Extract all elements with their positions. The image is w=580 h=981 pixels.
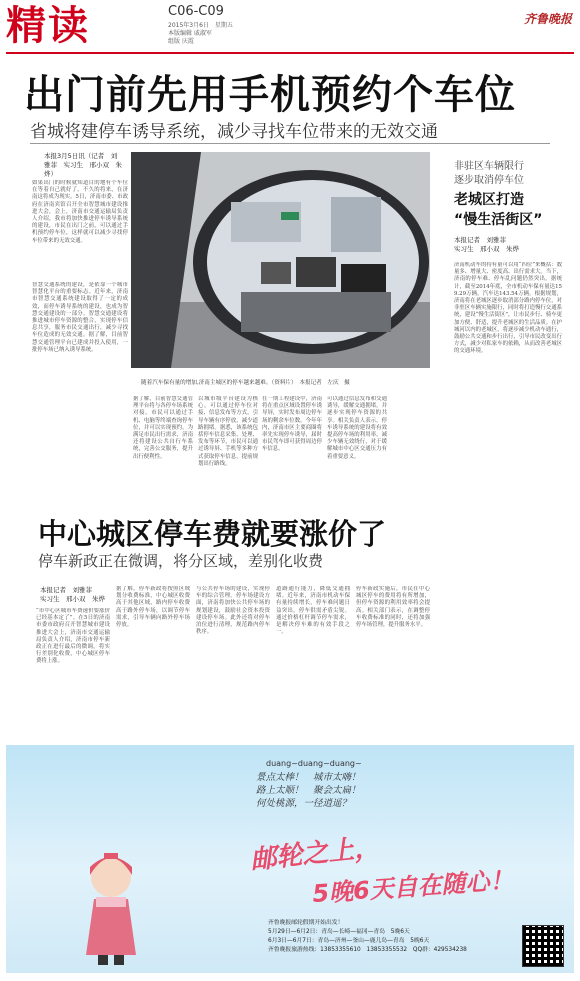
ad-poem [256,771,361,810]
car-mirror-photo [131,152,430,368]
story1-byline-line: 雅菲 实习生 邢小双 朱 [44,161,122,169]
sidebar-headline-line: “慢生活街区” [454,212,543,228]
ad-slogan-line2: 5晚6天自在随心！ [311,866,515,908]
story1-lead: 如果出门的时候就知道目的地有个车位在等着自己就好了。不久的将来，在济南这将成为现实。5日，济南市委、市政府在济南宾馆召开全市智慧城市建设推进大会，会上，济南市交通运输局负责人介绍，我市将加快推进停车诱导系统的建设，市民在出门之前，可以通过手机预约停车位，这样就可以减少寻找停车位带来的无效交通。 [32,180,128,244]
story1-column-a: 智慧交通系统的建设，是依靠一个城市智慧化平台的重要标志。近年来，济南市智慧交通系统建设取得了一定的成效，而停车诱导系统的建设，也成为智慧交通建设的一部分。智慧交通建设将推进城市停车资源的整合，实现停车信息共享，服务市民交通出行，减少寻找车位造成的无效交通。据了解，目前智慧交通管理平台已建成并投入使用，一批停车场已纳入诱导系统。 [32,282,128,353]
sidebar-byline [454,236,564,254]
ad-poem-line: 景点太棒！ 城市太嗨！ [256,772,361,783]
ad-info-line: 齐鲁晚报旅游热线：13853355610 13853355532 QQ群：429534238 [268,947,467,953]
issue-date: 2015年3月6日 星期五 [168,22,233,29]
story1-byline-line: 本报3月5日讯（记者 刘 [44,152,118,160]
story2-byline-line: 本报记者 刘雅菲 [40,586,92,594]
sidebar-headline [454,190,542,230]
issue-layout: 组版 庆霞 [168,38,194,45]
story2-subhead: 停车新政正在微调，将分区域，差别化收费 [38,552,324,570]
ad-info [268,919,467,955]
ad-poem-line: 路上太顺！ 聚会太扁！ [256,785,361,796]
ad-poem-line: 何处桃源，一径逍遥？ [256,798,352,809]
sidebar-headline-line: 老城区打造 [454,192,524,208]
ad-slogan-line1: 邮轮之上， [249,832,382,876]
ad-heading: duang~duang~duang~ [266,759,362,768]
sidebar-kicker-line: 非驻区车辆限行 [454,161,524,172]
header-divider [6,52,574,54]
ad-info-line: 6月3日—6月7日：青岛—济州—釜山—鹿儿岛—青岛 5晚6天 [268,938,430,944]
photo-caption: 随着汽车保有量的增加,济南主城区的停车越来越难。（资料片） 本报记者 左庆 摄 [141,380,350,386]
story1-divider [30,143,550,144]
issue-meta [168,22,233,46]
story2-column-b: 据了解，停车新政将按照区域划分收费标准，中心城区收费高于其他区域，路内停车收费高于路外停车场，以调节停车需求，引导车辆向路外停车场停放。 [116,586,190,629]
story2-column-d: 道路通行能力，降低交通拥堵。近年来，济南市机动车保有量持续增长，停车难问题日益突出，停车供需矛盾尖锐。通过价格杠杆调节停车需求，是解决停车难的有效手段之一。 [276,586,350,636]
girl-illustration [76,847,146,967]
story1-subhead: 省城将建停车诱导系统，减少寻找车位带来的无效交通 [30,122,438,142]
sidebar-kicker-line: 逐步取消停车位 [454,175,524,186]
story2-column-e: 停车新政实施后，市民在中心城区停车的费用将有所增加，但停车资源的利用效率将会提高。相关部门表示，在调整停车收费标准的同时，还将加强停车场管理，提升服务水平。 [356,586,430,629]
story1-column-c: 以城市级平台建设为核心，可以通过停车位对接、信息发布等方式，引导车辆有序停放，减少道路拥堵。据悉，该系统包括停车信息采集、处理、发布等环节，市民可以通过诱导屏、手机等多种方式获取停车信息，提前规划出行路线。 [198,396,258,467]
sidebar-byline-line: 实习生 邢小双 朱烨 [454,245,519,253]
qr-code-icon [522,925,564,967]
story1-column-b: 据了解，目前智慧交通管理平台将与各停车场系统对接，市民可以通过手机、电脑等终端查询停车位，并可以实现预约。为满足市民出行需求，济南还将建设公共自行车系统，完善公交服务，提升出行便利性。 [133,396,193,460]
story1-byline-line: 烨） [44,170,57,178]
story2-column-a: “市中心区城市车费速价要涨价已经基本定了”。在5日的济南市委市政府召开智慧城市建设推进大会上，济南市交通运输局负责人介绍，济南市停车新政正在进行最后的微调，将实行差别化收费，中心城区停车费将上涨。 [36,608,110,665]
car-mirror-illustration [131,152,430,368]
page-range: C06-C09 [168,4,224,19]
ad-info-line: 齐鲁晚报邮轮假期开始出发！ [268,920,344,926]
cruise-advertisement [6,745,574,973]
story1-column-d: 在一期工程建设中，济南将在重点区域设置停车诱导屏，实时发布周边停车场的剩余车位数。今年年内，济南市区主要商圈将率先实现停车诱导，届时市民驾车即可获得周边停车信息。 [262,396,322,453]
sidebar-kicker [454,160,524,188]
story1-column-e: 可以通过信息发布和交通诱导，缓解交通拥堵，并逐步实现停车资源的共享。相关负责人表示，停车诱导系统的建设将有效提高停车场的利用率，减少车辆无效绕行，对于缓解城市中心区交通压力有着重要意义。 [327,396,387,460]
issue-editor: 本版编辑 戚淑军 [168,30,212,37]
story2-headline: 中心城区停车费就要涨价了 [38,517,387,551]
newspaper-brand: 齐鲁晚报 [523,12,572,26]
sidebar-text: 济南机动车的持有量可以用“四位”来概括：数量多、增量大、密度高、出行需求大。当下，济南的停车难、停车乱问题仍然突出。据统计，截至2014年底，全市机动车保有量达159.29万辆，汽车达143.54万辆。根据规划，济南将在老城区逐步取消部分路内停车位，对非驻区车辆实施限行，同时将打造慢行交通系统，建设“慢生活街区”，让市民步行、骑车更加方便、舒适，提升老城区的生活品质。在护城河以内的老城区，将逐步减少机动车通行，鼓励公共交通和步行出行，引导市民改变出行方式，减少对私家车的依赖，从而改善老城区的交通环境。 [454,262,562,355]
story1-headline: 出门前先用手机预约个车位 [24,72,516,118]
story2-byline-line: 实习生 邢小双 朱烨 [40,595,105,603]
ad-info-line: 5月29日—6月2日：青岛—长崎—福冈—青岛 5晚6天 [268,929,410,935]
sidebar-byline-line: 本报记者 刘雅菲 [454,236,506,244]
story2-column-c: 与公共停车场的建设，实现停车的综合管理。停车场建设方面，济南将加快公共停车场的规划建设，鼓励社会资本投资建设停车场。此外还将对停车泊位进行清理，规范路内停车秩序。 [196,586,270,636]
story1-byline [44,152,128,179]
section-title: 精读 [6,3,90,49]
